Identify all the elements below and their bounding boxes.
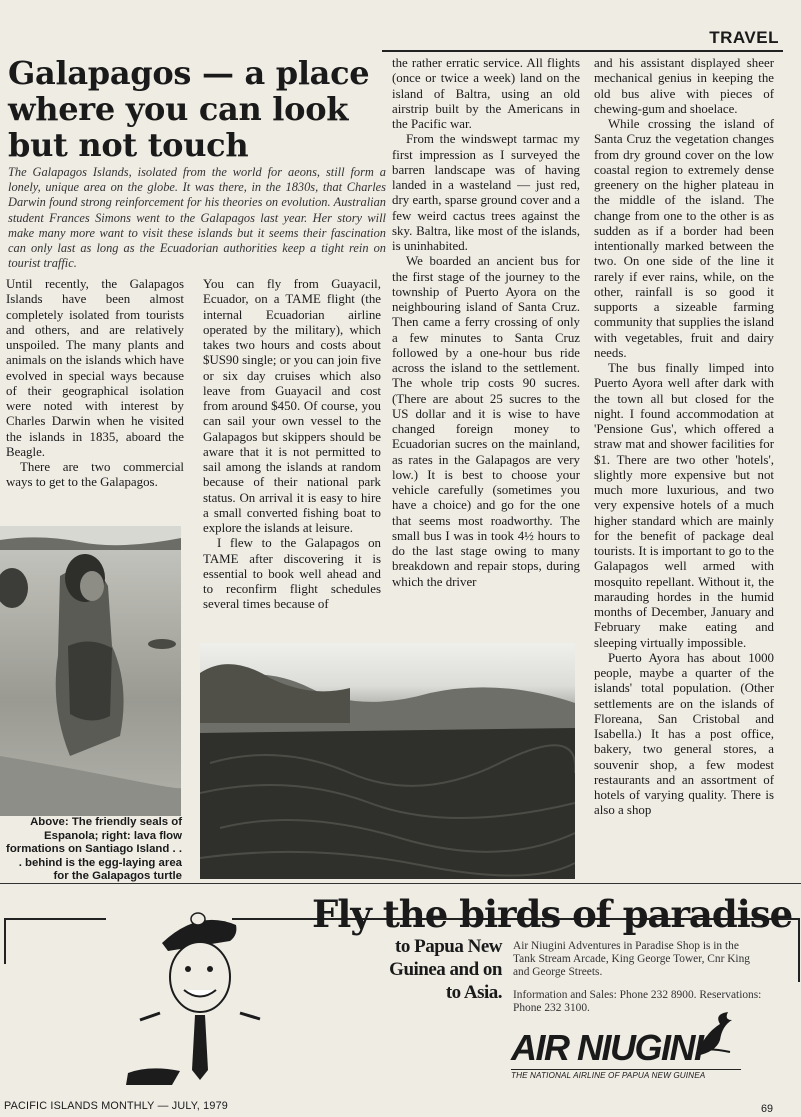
pilot-icon [110,895,310,1095]
ad-frame-left [4,918,106,964]
paragraph: Puerto Ayora has about 1000 people, maybe a quarter of the islands' total population. (Other settlements are on the islands of Floreana, San Cristobal and Isabella.) It has a post office, bakery, two general stores, a souvenir shop, a few modest restaurants and an assortment of hotels of varying quality. There is also a shop [594,650,774,818]
article-column-3 [392,56,580,590]
article-column-2 [203,277,381,613]
article-headline: Galapagos — a place where you can look but not touch [8,54,370,164]
section-label: TRAVEL [709,28,779,47]
air-niugini-logo: AIR NIUGINI [511,1027,703,1068]
ad-divider [0,883,801,884]
ad-shop-address: Air Niugini Adventures in Paradise Shop is in the Tank Stream Arcade, King George Tower, Cnr King and George Streets. [513,940,750,979]
page-number: 69 [760,1103,773,1115]
lava-flow-photo [200,643,575,879]
ad-phone-numbers: Information and Sales: Phone 232 8900. Reservations: Phone 232 3100. [513,988,762,1014]
ad-headline: Fly the birds of paradise [312,892,793,936]
paragraph: From the windswept tarmac my first impression as I surveyed the barren landscape was of having landed in a wasteland — just red, dry earth, sparse ground cover and a few weird cactus trees against the sky. Baltra, like most of the islands, is uninhabited. [392,132,580,253]
header-rule [382,50,783,52]
bird-of-paradise-icon [690,1010,738,1062]
paragraph: We boarded an ancient bus for the first stage of the journey to the township of Puerto Ayora on the neighbouring island of Santa Cruz. Then came a ferry crossing of only a few minutes to Santa Cruz followed by a one-hour bus ride across the island to the settlement. The whole trip costs 90 sucres. (There are about 25 sucres to the US dollar and it is wise to have changed foreign money to Ecuadorian sucres on the mainland, as rates in the Galapagos are very low.) It is best to choose your vehicle carefully (sometimes you have a choice) and go for the one that seems most roadworthy. The small bus I was in took 4½ hours to do the last stage owing to many breakdown and repair stops, during which the driver [392,254,580,589]
pilot-illustration [110,895,310,1095]
ad-destination: to Papua New Guinea and on to Asia. [389,936,502,1003]
publication-footer: PACIFIC ISLANDS MONTHLY — JULY, 1979 [4,1100,229,1112]
seal-photo [0,526,181,816]
article-column-4 [594,56,774,819]
paragraph: Until recently, the Galapagos Islands have been almost completely isolated from tourists and others, and are relatively unspoiled. The many plants and animals on the islands which have evolved in special ways because of their geographical isolation were noted with interest by Charles Darwin when he visited the islands in 1835, aboard the Beagle. [6,277,184,459]
paragraph: The bus finally limped into Puerto Ayora well after dark with the town all but closed for the night. I found accommodation at 'Pensione Gus', which offered a straw mat and shower facilities for $1. There are two other 'hotels', slightly more expensive but not much more luxurious, and two very expensive hotels of a much higher standard which are mainly for the benefit of package deal tourists. It is important to go to the Galapagos well armed with mosquito repellant. Without it, the marauding hordes in the humid months of December, January and February make eating and sleeping virtually impossible. [594,361,774,650]
airline-tagline: THE NATIONAL AIRLINE OF PAPUA NEW GUINEA [511,1069,741,1080]
seal-photo-art [0,526,181,816]
photo-caption: Above: The friendly seals of Espanola; right: lava flow formations on Santiago Island . . . behind is the egg-laying area for the Galapagos turtle [6,816,182,883]
paragraph: There are two commercial ways to get to the Galapagos. [6,460,184,490]
article-column-1 [6,277,184,491]
lava-flow-photo-art [200,643,575,879]
paragraph: You can fly from Guayacil, Ecuador, on a TAME flight (the internal Ecuadorian airline operated by the military), which takes two hours and costs about $US90 single; or you can join five or six day cruises which also leave from Guayacil and cost from around $450. Of course, you can sail your own vessel to the Galapagos but skippers should be aware that it is not permitted to sail among the islands at random because of their national park status. On arrival it is easy to hire a small converted fishing boat to explore the islands at leisure. [203,277,381,535]
paragraph: While crossing the island of Santa Cruz the vegetation changes from dry ground cover on the low coastal region to extremely dense greenery on the higher plateau in the middle of the island. The change from one to the other is as sudden as if a border had been intentionally marked between the two. On one side of the line it rarely if ever rains, while, on the other, rainfall is so good it supports a sizeable farming community that supplies the island with vegetables, fruit and dairy needs. [594,117,774,360]
paragraph: the rather erratic service. All flights (once or twice a week) land on the island of Baltra, using an old airstrip built by the Americans in the Pacific war. [392,56,580,131]
article-intro: The Galapagos Islands, isolated from the world for aeons, still form a lonely, unique area on the globe. It was there, in the 1830s, that Charles Darwin found strong reinforcement for his theories on evolution. Australian student Frances Simons went to the Galapagos last year. Her story will make many more want to visit these islands but it seems their fascination can only last as long as the Ecuadorian authorities keep a tight rein on tourist traffic. [8,165,386,271]
paragraph: I flew to the Galapagos on TAME after discovering it is essential to book well ahead and to reconfirm flight schedules several times because of [203,536,381,612]
paragraph: and his assistant displayed sheer mechanical genius in keeping the old bus alive with pieces of chewing-gum and shoelace. [594,56,774,116]
